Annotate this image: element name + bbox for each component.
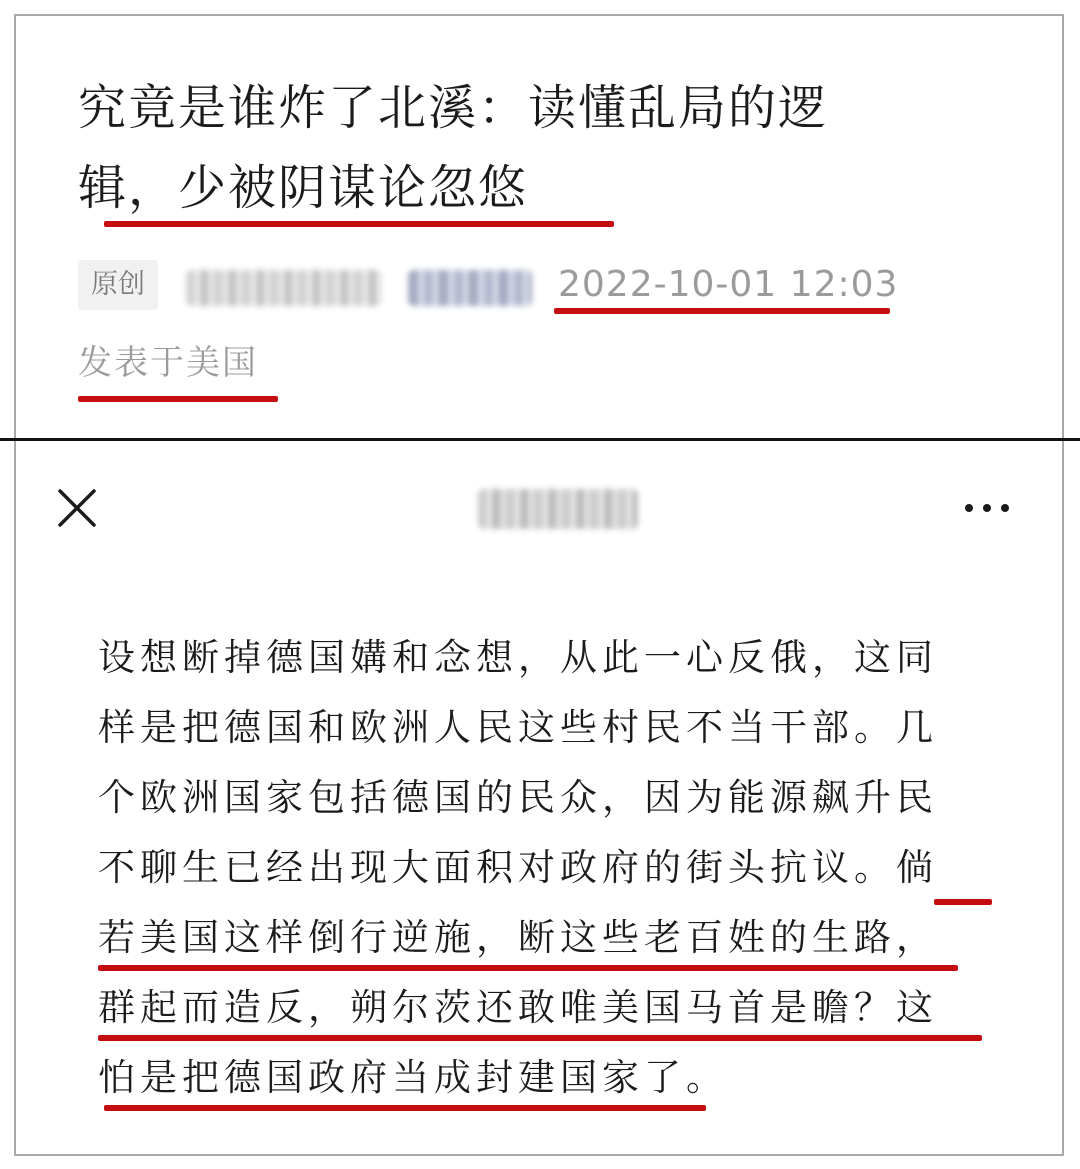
account-name-blurred[interactable] — [408, 270, 532, 306]
title-underline — [104, 221, 614, 227]
body-line-2: 样是把德国和欧洲人民这些村民不当干部。几 — [98, 706, 938, 749]
body-line-1: 设想断掉德国媾和念想，从此一心反俄，这同 — [98, 636, 938, 679]
publish-time-underline — [554, 308, 890, 314]
body-underline-3 — [98, 1035, 982, 1041]
author-name-blurred[interactable] — [186, 270, 382, 306]
original-tag: 原创 — [78, 260, 158, 310]
location-underline — [78, 396, 278, 402]
publish-time: 2022-10-01 12:03 — [558, 264, 899, 305]
body-line-5: 若美国这样倒行逆施，断这些老百姓的生路， — [98, 916, 938, 959]
more-dots-icon — [965, 504, 973, 512]
body-underline-1 — [934, 899, 992, 905]
publish-location: 发表于美国 — [78, 343, 258, 383]
more-options-button[interactable] — [956, 485, 1018, 529]
body-line-7: 怕是把德国政府当成封建国家了。 — [98, 1056, 728, 1099]
body-line-4: 不聊生已经出现大面积对政府的街头抗议。倘 — [98, 846, 938, 889]
article-title-line-1: 究竟是谁炸了北溪：读懂乱局的逻 — [78, 80, 829, 136]
body-line-3: 个欧洲国家包括德国的民众，因为能源飙升民 — [98, 776, 938, 819]
account-title-blurred — [478, 489, 638, 529]
article-title-line-2: 辑，少被阴谋论忽悠 — [78, 160, 529, 216]
close-icon — [50, 481, 104, 535]
body-underline-4 — [104, 1105, 706, 1111]
close-button[interactable] — [50, 481, 104, 535]
article-header-screenshot — [14, 14, 1064, 440]
body-underline-2 — [98, 965, 958, 971]
article-reader-screenshot — [14, 441, 1064, 1156]
body-line-6: 群起而造反，朔尔茨还敢唯美国马首是瞻？这 — [98, 986, 938, 1029]
